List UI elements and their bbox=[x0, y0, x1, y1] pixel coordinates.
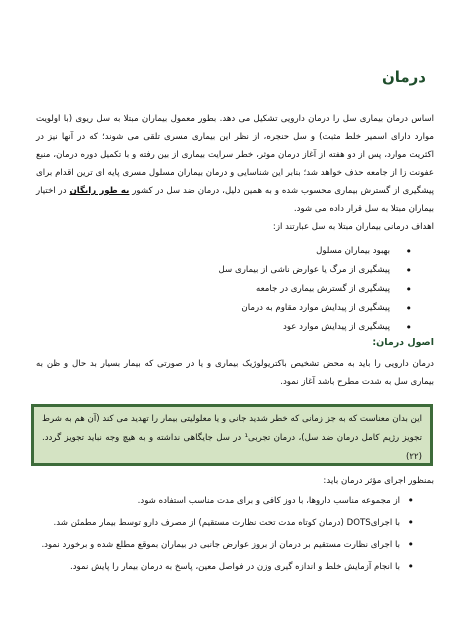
requirement-item: • با اجرای نظارت مستقیم بر درمان از بروز عوارض جانبی در بیماران بموقع مطلع شده و برخورد نمود. bbox=[40, 536, 414, 554]
principles-paragraph: درمان دارویی را باید به محض تشخیص باکتریولوژیک بیماری و یا در صورتی که بیمار بسیار بد حال و ظن به بیماری سل به شدت مطرح باشد آغاز نمود. bbox=[36, 359, 434, 387]
goals-list bbox=[40, 242, 412, 337]
goal-item: • پیشگیری از پیدایش موارد عود bbox=[40, 318, 412, 337]
requirement-item: • با انجام آزمایش خلط و اندازه گیری وزن در فواصل معین، پاسخ به درمان بیمار را پایش نمود. bbox=[40, 558, 414, 576]
requirements-intro: بمنظور اجرای مؤثر درمان باید: bbox=[323, 476, 434, 486]
goal-item: • پیشگیری از مرگ یا عوارض ناشی از بیماری سل bbox=[40, 261, 412, 280]
requirement-item: • از مجموعه مناسب داروها، با دوز کافی و برای مدت مناسب استفاده شود. bbox=[40, 492, 414, 510]
section-title: درمان bbox=[381, 68, 426, 86]
goals-intro: اهداف درمانی بیماران مبتلا به سل عبارتند از: bbox=[272, 222, 434, 232]
intro-text-b: در اختیار بیماران مبتلا به سل قرار داده می شود. bbox=[36, 186, 434, 214]
requirements-list bbox=[40, 492, 414, 576]
requirement-item: • با اجرایDOTS (درمان کوتاه مدت تحت نظارت مستقیم) از مصرف دارو توسط بیمار مطمئن شد. bbox=[40, 514, 414, 532]
intro-paragraph bbox=[36, 110, 434, 218]
intro-text-a: اساس درمان بیماری سل را درمان دارویی تشکیل می دهد. بطور معمول بیماران مبتلا به سل ریوی (با اولویت موارد دارای اسمیر خلط مثبت) و سل حنجره، از نظر این بیماری مسری تلقی می شوند؛ که در آنها نیز در اکثریت موارد، پس از دو هفته از آغاز درمان موثر، خطر سرایت بیماری از بین رفته و با تکمیل دوره درمان، منبع عفونت زا از جامعه حذف خواهد شد؛ بنابر این شناسایی و درمان بیماران مسلول مسری پایه ای ترین اقدام برای پیشگیری از گسترش بیماری محسوب شده و به همین دلیل، درمان ضد سل در کشور bbox=[36, 114, 435, 196]
highlight-box: این بدان معناست که به جز زمانی که خطر شدید جانی و یا معلولیتی بیمار را تهدید می کند (آن هم به شرط تجویز رژیم کامل درمان ضد سل)، درمان تجربی¹ در سل جایگاهی نداشته و به هیچ وجه نباید تجویز گردد. (۲۲) bbox=[31, 404, 433, 466]
principles-heading: اصول درمان: bbox=[372, 337, 434, 348]
free-of-charge-emphasis: به طور رایگان bbox=[69, 186, 130, 196]
goal-item: • پیشگیری از گسترش بیماری در جامعه bbox=[40, 280, 412, 299]
goal-item: • بهبود بیماران مسلول bbox=[40, 242, 412, 261]
goal-item: • پیشگیری از پیدایش موارد مقاوم به درمان bbox=[40, 299, 412, 318]
